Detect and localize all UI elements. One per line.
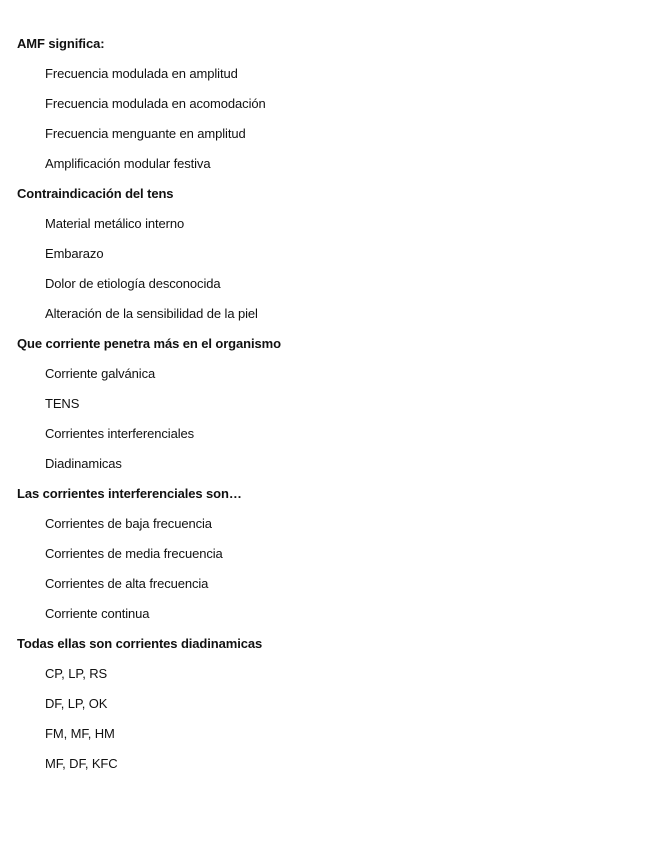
question-block — [17, 479, 617, 629]
answer-option: Corrientes de media frecuencia — [45, 546, 223, 561]
answer-option: Material metálico interno — [45, 216, 185, 231]
answer-option: TENS — [45, 396, 80, 411]
answer-option: Corrientes interferenciales — [45, 426, 195, 441]
answer-options — [17, 659, 617, 779]
answer-option: Corriente continua — [45, 606, 150, 621]
answer-option: Frecuencia menguante en amplitud — [45, 126, 246, 141]
answer-option: CP, LP, RS — [45, 666, 108, 681]
question-text: AMF significa: — [17, 36, 105, 51]
quiz-document — [17, 29, 617, 779]
answer-option: Corrientes de alta frecuencia — [45, 576, 209, 591]
answer-option: FM, MF, HM — [45, 726, 115, 741]
answer-options — [17, 509, 617, 629]
answer-option: Corrientes de baja frecuencia — [45, 516, 212, 531]
question-text: Contraindicación del tens — [17, 186, 174, 201]
question-text: Que corriente penetra más en el organismo — [17, 336, 281, 351]
question-block — [17, 179, 617, 329]
answer-option: Frecuencia modulada en amplitud — [45, 66, 238, 81]
answer-option: Diadinamicas — [45, 456, 122, 471]
question-block — [17, 329, 617, 479]
question-block — [17, 29, 617, 179]
answer-option: Embarazo — [45, 246, 104, 261]
question-text: Todas ellas son corrientes diadinamicas — [17, 636, 263, 651]
answer-option: Corriente galvánica — [45, 366, 156, 381]
answer-options — [17, 209, 617, 329]
answer-option: Alteración de la sensibilidad de la piel — [45, 306, 258, 321]
answer-option: Frecuencia modulada en acomodación — [45, 96, 266, 111]
answer-option: DF, LP, OK — [45, 696, 108, 711]
answer-option: Dolor de etiología desconocida — [45, 276, 221, 291]
answer-option: MF, DF, KFC — [45, 756, 118, 771]
answer-options — [17, 359, 617, 479]
question-text: Las corrientes interferenciales son… — [17, 486, 242, 501]
question-block — [17, 629, 617, 779]
answer-options — [17, 59, 617, 179]
answer-option: Amplificación modular festiva — [45, 156, 211, 171]
